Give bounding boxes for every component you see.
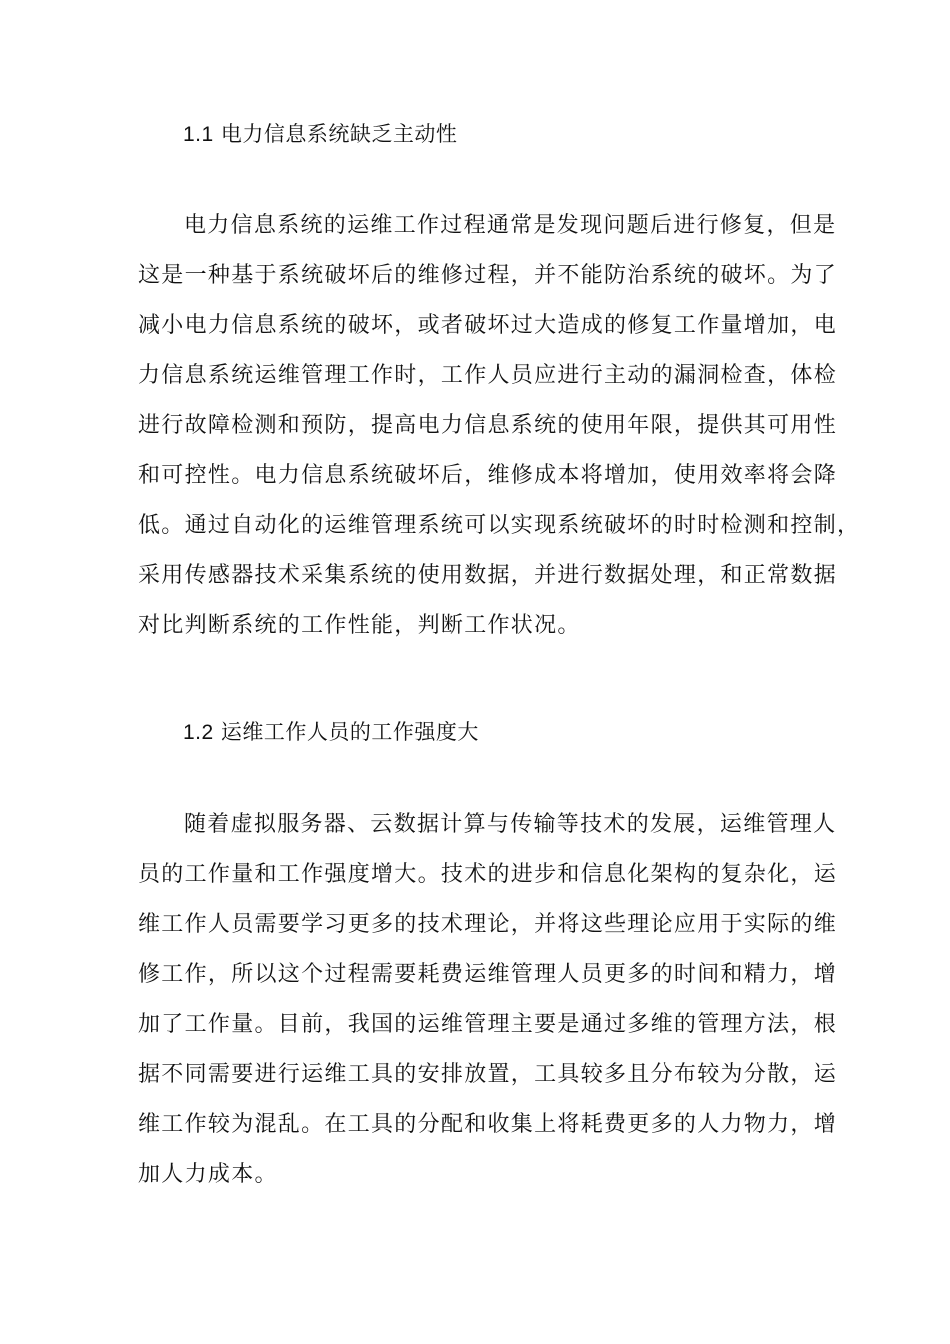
paragraph-line: 这是一种基于系统破坏后的维修过程，并不能防治系统的破坏。为了 bbox=[138, 263, 838, 288]
paragraph-line: 电力信息系统的运维工作过程通常是发现问题后进行修复，但是 bbox=[184, 213, 837, 238]
paragraph-line: 修工作，所以这个过程需要耗费运维管理人员更多的时间和精力，增 bbox=[138, 962, 838, 987]
section-number: 1.2 bbox=[183, 721, 214, 744]
paragraph-line: 据不同需要进行运维工具的安排放置，工具较多且分布较为分散，运 bbox=[138, 1062, 838, 1087]
section-heading-1-2 bbox=[183, 717, 479, 748]
paragraph-line: 进行故障检测和预防，提高电力信息系统的使用年限，提供其可用性 bbox=[138, 413, 838, 438]
paragraph-line: 加了工作量。目前，我国的运维管理主要是通过多维的管理方法，根 bbox=[138, 1012, 838, 1037]
section-title: 电力信息系统缺乏主动性 bbox=[220, 122, 458, 146]
paragraph-line: 加人力成本。 bbox=[138, 1162, 278, 1187]
paragraph-line: 员的工作量和工作强度增大。技术的进步和信息化架构的复杂化，运 bbox=[138, 862, 838, 887]
section-paragraph-1-1 bbox=[138, 201, 861, 651]
paragraph-line: 减小电力信息系统的破坏，或者破坏过大造成的修复工作量增加，电 bbox=[138, 313, 838, 338]
paragraph-line: 随着虚拟服务器、云数据计算与传输等技术的发展，运维管理人 bbox=[184, 812, 837, 837]
section-paragraph-1-2 bbox=[138, 800, 838, 1200]
section-title: 运维工作人员的工作强度大 bbox=[220, 720, 479, 744]
section-number: 1.1 bbox=[183, 123, 214, 146]
paragraph-line: 低。通过自动化的运维管理系统可以实现系统破坏的时时检测和控制， bbox=[138, 513, 861, 538]
paragraph-line: 维工作人员需要学习更多的技术理论，并将这些理论应用于实际的维 bbox=[138, 912, 838, 937]
paragraph-line: 采用传感器技术采集系统的使用数据，并进行数据处理，和正常数据 bbox=[138, 563, 838, 588]
paragraph-line: 对比判断系统的工作性能，判断工作状况。 bbox=[138, 613, 581, 638]
section-heading-1-1 bbox=[183, 119, 457, 150]
paragraph-line: 力信息系统运维管理工作时，工作人员应进行主动的漏洞检查，体检 bbox=[138, 363, 838, 388]
paragraph-line: 和可控性。电力信息系统破坏后，维修成本将增加，使用效率将会降 bbox=[138, 463, 838, 488]
paragraph-line: 维工作较为混乱。在工具的分配和收集上将耗费更多的人力物力，增 bbox=[138, 1112, 838, 1137]
